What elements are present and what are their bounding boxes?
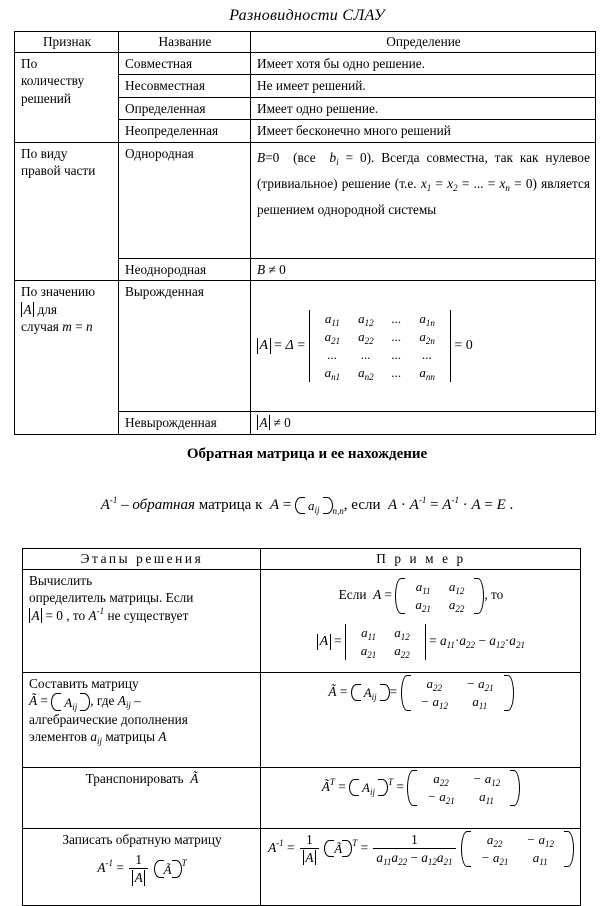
page-title: Разновидности СЛАУ [229, 7, 385, 24]
step-word: матрицу [91, 675, 139, 691]
example-cell-transpose [261, 767, 581, 828]
step-word: матрицы [105, 729, 155, 745]
table-row [23, 828, 581, 905]
inverse-matrix-definition: $A^{-1}$ – обратная матрица к $A = a_{ij}$ $_{n,n}$, если $A \cdot A^{-1} = A^{-1} \cdot A = E$ . [100, 495, 514, 516]
table-row [15, 52, 596, 75]
criterion-line: A для [21, 301, 113, 319]
table-header-row [15, 32, 596, 53]
column-header-example: П р и м е р [261, 549, 581, 570]
step-line [29, 589, 255, 607]
example-cell-adjugate [261, 672, 581, 767]
example-line-inverse: $A^{-1}$ = $\frac{1}{A}$ Ã $^T$ = $\frac{1}{a_{11}a_{22} - a_{12}a_{21}}$ $a_{22}$ − $a_{12}$ − $a_{21}$ $a_{11}$ [267, 831, 575, 867]
type-name-neopredelennaya: Неопределенная [119, 120, 251, 143]
step-line: Ã = $A_{ij}$ , где $A_{ij}$ – [29, 693, 141, 712]
inverse-matrix-steps-table [22, 548, 581, 906]
example-cell-inverse [261, 828, 581, 905]
type-name-vyrozhdennaya: Вырожденная [119, 281, 251, 412]
table-row [23, 767, 581, 828]
inverse-matrix-heading-wrapper [0, 445, 614, 463]
matrix-2x2-adjugate: $a_{22}$ − $a_{21}$ − $a_{12}$ $a_{11}$ [401, 675, 514, 711]
step-cell-compute-determinant [23, 569, 261, 672]
type-name-opredelennaya: Определенная [119, 97, 251, 120]
table-row [23, 672, 581, 767]
fraction-one-over-det-expanded: $\frac{1}{a_{11}a_{22} - a_{12}a_{21}}$ [373, 832, 455, 866]
criterion-cell-rhs [15, 142, 119, 281]
determinant-2x2: $a_{11}$ $a_{12}$ $a_{21}$ $a_{22}$ [345, 624, 426, 660]
determinant-matrix: $a_{11}$ $a_{12}$ ... $a_{1n}$ $a_{21}$ $a_{22}$ ... $a_{2n}$ ... ... ... ... $a_{n1}$ $a_{n2}$ ... $a_{nn}$ [309, 310, 451, 382]
type-name-odnorodnaya: Однородная [119, 142, 251, 258]
step-word: дополнения [120, 711, 188, 727]
step-line: Вычислить [29, 572, 93, 588]
type-name-nevyrozhdennaya: Невырожденная [119, 412, 251, 435]
symbol-A-inverse: A [100, 497, 110, 513]
paren-A-tilde: Ã [324, 840, 352, 858]
document-title-wrapper [0, 2, 614, 26]
type-definition-odnorodnaya: B=0 (все $b_i = 0$). Всегда совместна, так как нулевое (тривиальное) решение (т.е. $x_1 = x_2$ = ... = $x_n = 0$) является решением однородной системы [251, 142, 596, 258]
type-name-nesovmestnaya: Несовместная [119, 75, 251, 98]
table-row [15, 142, 596, 258]
fraction-one-over-detA: $\frac{1}{A}$ [129, 852, 148, 886]
column-header-name: Название [119, 32, 251, 53]
table-row [23, 569, 581, 672]
section-title: Обратная матрица и ее нахождение [186, 446, 428, 462]
type-definition-nevyrozhdennaya: A ≠ 0 [251, 412, 596, 435]
step-word: Если [165, 590, 194, 605]
def-word-all: все [297, 149, 316, 165]
step-word: Составить [29, 675, 88, 691]
example-line-adjugate: Ã = $A_{ij} = a_{22}$ − $a_{21}$ − $a_{12}$ $a_{11}$ [267, 675, 575, 711]
slau-types-table [14, 31, 596, 435]
step-word: A [158, 729, 167, 745]
criterion-line: случая m = n [21, 319, 93, 334]
example-word-if: Если [338, 586, 367, 602]
step-line: A = 0 , то $A^{-1}$ не существует [29, 607, 255, 625]
def-sentence-1: Всегда совместна, так как нулевое (тривиальное) решение (т.е. [257, 149, 591, 191]
step-line [29, 711, 255, 729]
step-word: – [134, 693, 141, 708]
step-word: = 0 , то [45, 607, 86, 623]
definition-if: , если [343, 497, 381, 513]
matrix-aij: $a_{ij}$ [295, 497, 333, 514]
criterion-line: По виду [21, 145, 68, 161]
paren-A-tilde: Ã [154, 860, 182, 878]
step-cell-write-inverse [23, 828, 261, 905]
column-header-definition: Определение [251, 32, 596, 53]
type-name-sovmestnaya: Совместная [119, 52, 251, 75]
matrix-Aij-paren: $A_{ij}$ [349, 779, 388, 797]
definition-lead: – обратная [121, 497, 195, 513]
type-definition-vyrozhdennaya: $A = \Delta = a_{11}$ $a_{12}$ ... $a_{1n}$ $a_{21}$ $a_{22}$ ... $a_{2n}$ ... ... ... ... $a_{n1}$ $a_{n2}$ ... $a_{nn} = 0$ [251, 281, 596, 412]
step-cell-transpose: Транспонировать Ã [23, 767, 261, 828]
matrix-2x2-inverse: $a_{22}$ − $a_{12}$ − $a_{21}$ $a_{11}$ [461, 831, 574, 867]
matrix-Aij: $A_{ij}$ [51, 693, 90, 711]
type-definition-neopredelennaya: Имеет бесконечно много решений [251, 120, 596, 143]
step-word: определитель [29, 590, 106, 605]
table-row [15, 281, 596, 412]
step-line [29, 675, 255, 693]
step-word: алгебраические [29, 711, 118, 727]
type-definition-neodnorodnaya: B ≠ 0 [251, 258, 596, 281]
table-header-row [23, 549, 581, 570]
matrix-Aij-paren: $A_{ij}$ [351, 684, 390, 702]
def-sentence-2: является решением однородной системы [257, 175, 591, 217]
fraction-one-over-detA: $\frac{1}{A}$ [300, 832, 319, 866]
fraction-numerator: 1 [411, 831, 418, 847]
example-line-if-A: Если $A = a_{11}$ $a_{12}$ $a_{21}$ $a_{22}$, то [338, 578, 504, 614]
type-definition-sovmestnaya: Имеет хотя бы одно решение. [251, 52, 596, 75]
criterion-cell-count [15, 52, 119, 142]
definition-text: матрица к [198, 497, 263, 513]
example-line-determinant-formula: $A = a_{11}$ $a_{12}$ $a_{21}$ $a_{22} = a_{11}\cdot a_{22} - a_{12}\cdot a_{21}$ [267, 624, 575, 660]
type-definition-opredelennaya: Имеет одно решение. [251, 97, 596, 120]
step-text-transpose: Транспонировать [85, 770, 184, 786]
criterion-line: По значению [21, 284, 96, 299]
step-line: элементов $a_{ij}$ матрицы A [29, 729, 167, 747]
step-text-write-inverse: Записать обратную матрицу [62, 831, 222, 847]
type-definition-nesovmestnaya: Не имеет решений. [251, 75, 596, 98]
type-name-neodnorodnaya: Неоднородная [119, 258, 251, 281]
column-header-criterion: Признак [15, 32, 119, 53]
step-formula-inverse: $A^{-1}$ = $\frac{1}{A}$ Ã $^T$ [97, 852, 187, 886]
example-word-then: , то [484, 586, 504, 602]
step-word: элементов [29, 729, 87, 745]
criterion-line: правой части [21, 163, 96, 178]
example-cell-determinant [261, 569, 581, 672]
step-word: , где [90, 693, 115, 708]
step-word: матрицы. [109, 590, 163, 605]
criterion-line: решений [21, 90, 72, 106]
column-header-steps: Этапы решения [23, 549, 261, 570]
matrix-2x2-A: $a_{11}$ $a_{12}$ $a_{21}$ $a_{22}$ [395, 578, 484, 614]
matrix-2x2-transpose: $a_{22}$ − $a_{12}$ − $a_{21}$ $a_{11}$ [407, 770, 520, 806]
criterion-cell-determinant [15, 281, 119, 435]
step-word: не существует [107, 607, 189, 623]
example-line-transpose: Ã$^T$ = $A_{ij}^T = a_{22}$ − $a_{12}$ − $a_{21}$ $a_{11}$ [267, 770, 575, 806]
criterion-line: По [21, 55, 38, 71]
criterion-line: количеству [21, 73, 85, 88]
step-cell-build-adjugate [23, 672, 261, 767]
